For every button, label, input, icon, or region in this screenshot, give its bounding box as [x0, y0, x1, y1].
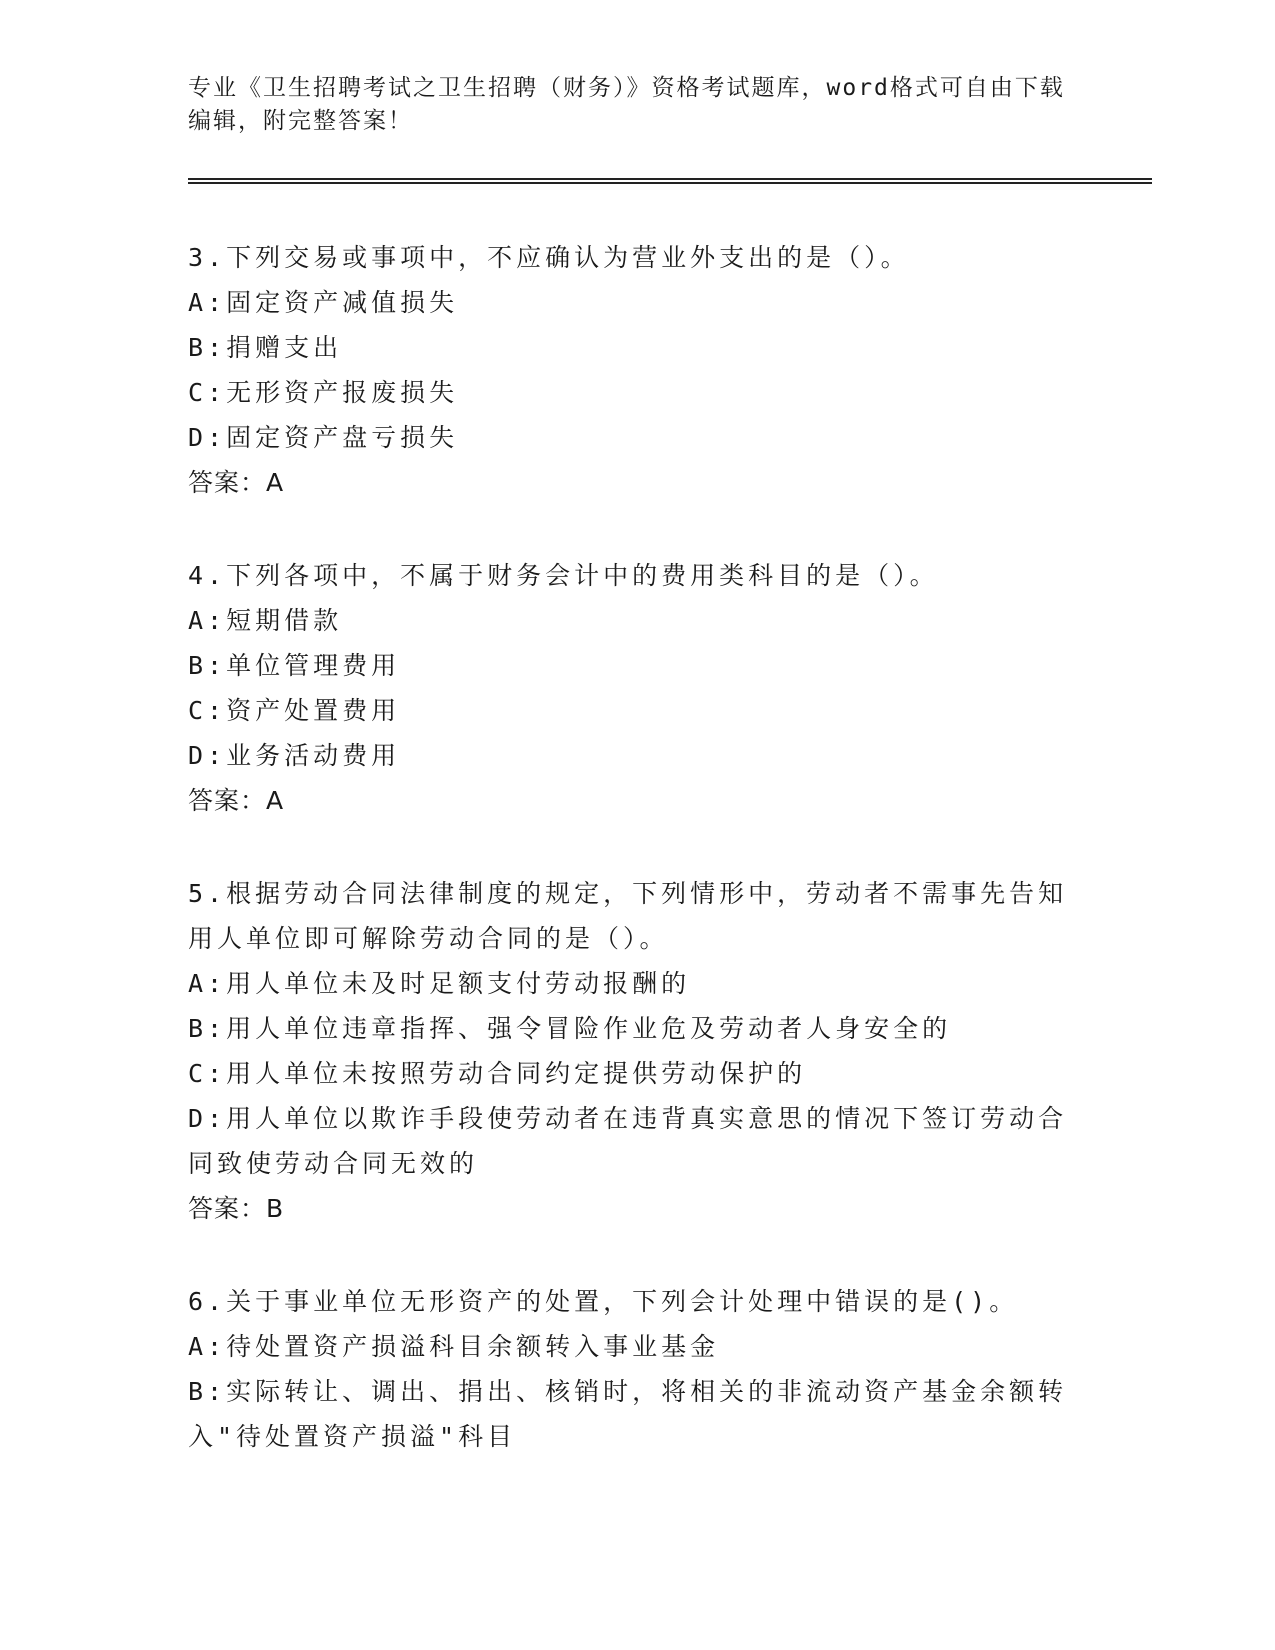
option-d: D:业务活动费用 [188, 741, 401, 770]
option-a: A:用人单位未及时足额支付劳动报酬的 [188, 969, 691, 998]
option-a: A:短期借款 [188, 606, 343, 635]
option-b: B:实际转让、调出、捐出、核销时，将相关的非流动资产基金余额转入"待处置资产损溢"科目 [188, 1377, 1068, 1451]
question-stem: 6.关于事业单位无形资产的处置，下列会计处理中错误的是()。 [188, 1287, 1019, 1316]
question-4 [188, 553, 1088, 823]
option-b: B:捐赠支出 [188, 333, 343, 362]
document-header: 专业《卫生招聘考试之卫生招聘（财务）》资格考试题库，word格式可自由下载编辑，附完整答案！ [188, 75, 1065, 134]
question-5 [188, 871, 1088, 1231]
question-stem: 5.根据劳动合同法律制度的规定，下列情形中，劳动者不需事先告知用人单位即可解除劳动合同的是（）。 [188, 879, 1068, 953]
answer-label: 答案：A [188, 786, 285, 815]
option-d: D:固定资产盘亏损失 [188, 423, 459, 452]
answer-label: 答案：A [188, 468, 285, 497]
question-3 [188, 235, 1088, 505]
question-6 [188, 1279, 1088, 1459]
question-stem: 3.下列交易或事项中，不应确认为营业外支出的是（）。 [188, 243, 910, 272]
option-b: B:用人单位违章指挥、强令冒险作业危及劳动者人身安全的 [188, 1014, 952, 1043]
option-c: C:资产处置费用 [188, 696, 401, 725]
question-stem: 4.下列各项中，不属于财务会计中的费用类科目的是（）。 [188, 561, 939, 590]
option-c: C:用人单位未按照劳动合同约定提供劳动保护的 [188, 1059, 807, 1088]
option-c: C:无形资产报废损失 [188, 378, 459, 407]
header-divider-top [188, 178, 1152, 180]
option-a: A:待处置资产损溢科目余额转入事业基金 [188, 1332, 720, 1361]
answer-label: 答案：B [188, 1194, 285, 1223]
question-list [188, 235, 1088, 1459]
option-b: B:单位管理费用 [188, 651, 401, 680]
option-a: A:固定资产减值损失 [188, 288, 459, 317]
header-divider-bottom [188, 182, 1152, 184]
option-d: D:用人单位以欺诈手段使劳动者在违背真实意思的情况下签订劳动合同致使劳动合同无效的 [188, 1104, 1068, 1178]
